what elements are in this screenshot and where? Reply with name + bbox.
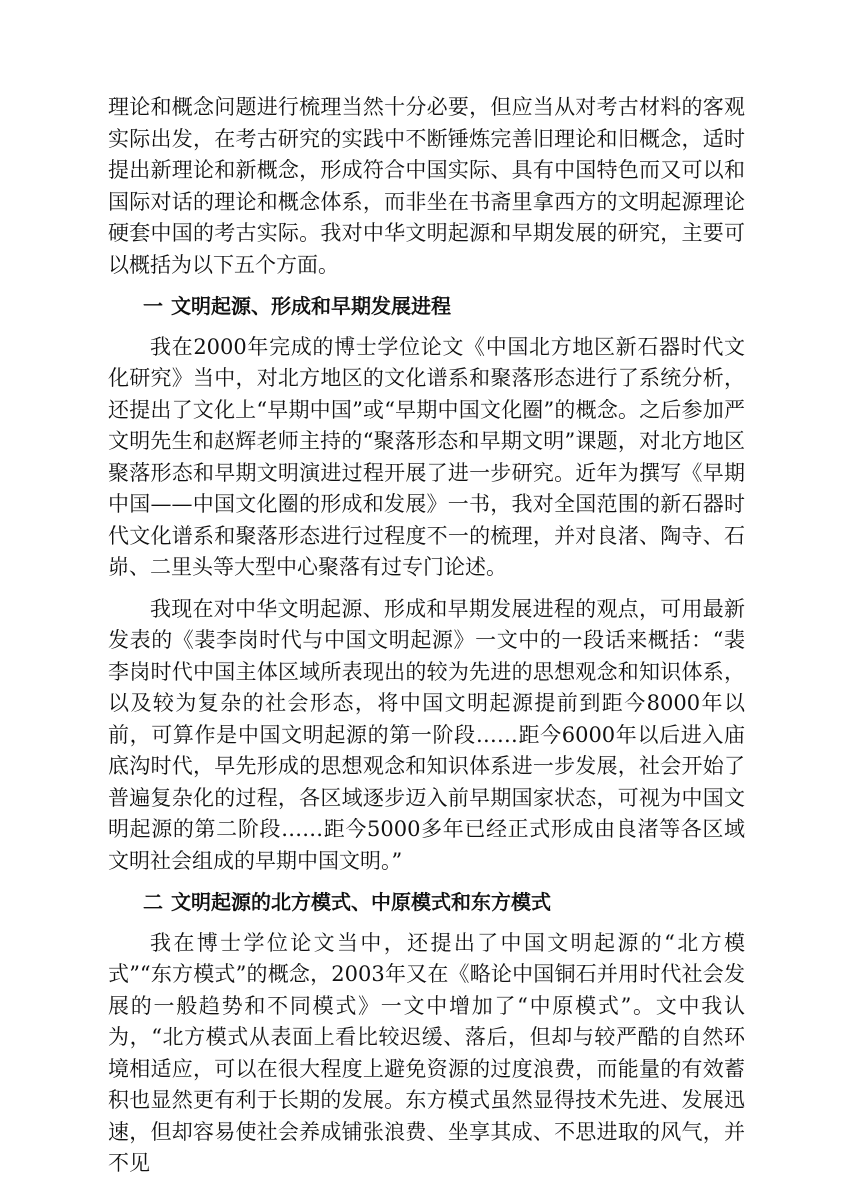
document-page (108, 92, 745, 1190)
paragraph-intro: 理论和概念问题进行梳理当然十分必要，但应当从对考古材料的客观实际出发，在考古研究的实践中不断锤炼完善旧理论和旧概念，适时提出新理论和新概念，形成符合中国实际、具有中国特色而又可以和国际对话的理论和概念体系，而非坐在书斋里拿西方的文明起源理论硬套中国的考古实际。我对中华文明起源和早期发展的研究，主要可以概括为以下五个方面。 (108, 95, 745, 277)
paragraph-section1-b: 我现在对中华文明起源、形成和早期发展进程的观点，可用最新发表的《裴李岗时代与中国文明起源》一文中的一段话来概括：“裴李岗时代中国主体区域所表现出的较为先进的思想观念和知识体系，以及较为复杂的社会形态，将中国文明起源提前到距今8000年以前，可算作是中国文明起源的第一阶段……距今6000年以后进入庙底沟时代，早先形成的思想观念和知识体系进一步发展，社会开始了普遍复杂化的过程，各区域逐步迈入前早期国家状态，可视为中国文明起源的第二阶段……距今5000多年已经正式形成由良渚等各区域文明社会组成的早期中国文明。” (108, 596, 745, 873)
section-heading-1 (108, 291, 745, 323)
section-title: 文明起源、形成和早期发展进程 (171, 294, 451, 318)
section-number: 二 (143, 890, 163, 914)
paragraph-section1-a: 我在2000年完成的博士学位论文《中国北方地区新石器时代文化研究》当中，对北方地区的文化谱系和聚落形态进行了系统分析，还提出了文化上“早期中国”或“早期中国文化圈”的概念。之后参加严文明先生和赵辉老师主持的“聚落形态和早期文明”课题，对北方地区聚落形态和早期文明演进过程开展了进一步研究。近年为撰写《早期中国——中国文化圈的形成和发展》一书，我对全国范围的新石器时代文化谱系和聚落形态进行过程度不一的梳理，并对良渚、陶寺、石峁、二里头等大型中心聚落有过专门论述。 (108, 334, 745, 579)
section-number: 一 (143, 294, 163, 318)
paragraph-section2-a: 我在博士学位论文当中，还提出了中国文明起源的“北方模式”“东方模式”的概念，2003年又在《略论中国铜石并用时代社会发展的一般趋势和不同模式》一文中增加了“中原模式”。文中我认为，“北方模式从表面上看比较迟缓、落后，但却与较严酷的自然环境相适应，可以在很大程度上避免资源的过度浪费，而能量的有效蓄积也显然更有利于长期的发展。东方模式虽然显得技术先进、发展迅速，但却容易使社会养成铺张浪费、坐享其成、不思进取的风气，并不见 (108, 930, 745, 1175)
section-heading-2 (108, 887, 745, 919)
section-title: 文明起源的北方模式、中原模式和东方模式 (171, 890, 551, 914)
